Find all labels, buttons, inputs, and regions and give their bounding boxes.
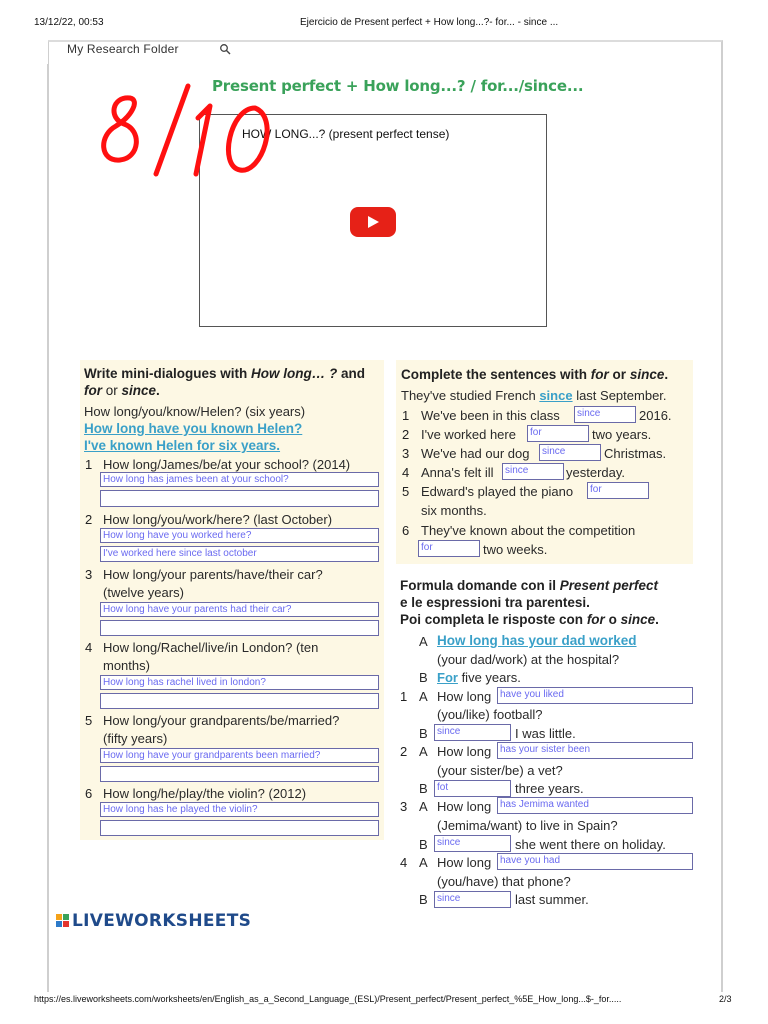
answer-rest: she went there on holiday. bbox=[515, 837, 666, 852]
item-number: 3 bbox=[400, 799, 408, 814]
heading-text: Poi completa le risposte con bbox=[400, 612, 587, 627]
page-corner bbox=[0, 40, 48, 64]
gap-field[interactable]: for bbox=[587, 482, 649, 499]
heading-text: for bbox=[590, 367, 609, 382]
item-prompt-2: (twelve years) bbox=[103, 585, 184, 600]
sentence-before: We've had our dog bbox=[421, 446, 530, 461]
gap-field[interactable]: since bbox=[539, 444, 601, 461]
answer-field[interactable] bbox=[100, 766, 379, 782]
heading-text: . bbox=[664, 367, 669, 382]
answer-field[interactable] bbox=[100, 490, 379, 507]
search-icon[interactable] bbox=[219, 43, 231, 55]
item-number: 6 bbox=[402, 523, 410, 538]
sentence-before: I've worked here bbox=[421, 427, 516, 442]
question-hint: (you/have) that phone? bbox=[437, 874, 571, 889]
item-number: 4 bbox=[402, 465, 410, 480]
heading-text: Formula domande con il bbox=[400, 578, 560, 593]
sentence-after: two weeks. bbox=[483, 542, 548, 557]
heading-text: since bbox=[121, 383, 157, 398]
exercise-right-heading bbox=[401, 366, 668, 384]
sentence-before: We've been in this class bbox=[421, 408, 560, 423]
answer-field[interactable]: since bbox=[434, 835, 511, 852]
heading-text: for bbox=[586, 612, 605, 627]
answer-field[interactable]: How long has james been at your school? bbox=[100, 472, 379, 487]
example-question: How long have you known Helen? bbox=[84, 421, 303, 436]
print-page-number: 2/3 bbox=[719, 994, 732, 1004]
heading-text: or bbox=[608, 367, 630, 382]
item-prompt: How long/your grandparents/be/married? bbox=[103, 713, 340, 728]
item-number: 1 bbox=[402, 408, 410, 423]
item-number: 1 bbox=[85, 457, 93, 472]
answer-field[interactable] bbox=[100, 820, 379, 836]
example-question: How long has your dad worked bbox=[437, 633, 637, 648]
question-hint: (Jemima/want) to live in Spain? bbox=[437, 818, 618, 833]
gap-field[interactable]: for bbox=[418, 540, 480, 557]
answer-field[interactable]: since bbox=[434, 891, 511, 908]
question-start: How long bbox=[437, 744, 492, 759]
item-prompt: How long/Rachel/live/in London? (ten bbox=[103, 640, 319, 655]
gap-field[interactable]: for bbox=[527, 425, 589, 442]
sentence-after: Christmas. bbox=[604, 446, 667, 461]
heading-text: How long… ? bbox=[251, 366, 338, 381]
research-folder-label[interactable]: My Research Folder bbox=[67, 42, 179, 56]
heading-text: Present perfect bbox=[559, 578, 659, 593]
example-hint: (your dad/work) at the hospital? bbox=[437, 652, 620, 667]
sentence-after: two years. bbox=[592, 427, 652, 442]
item-prompt: How long/your parents/have/their car? bbox=[103, 567, 323, 582]
answer-field[interactable] bbox=[100, 620, 379, 636]
dialogue-label: B bbox=[419, 837, 428, 852]
answer-field[interactable]: have you had bbox=[497, 853, 693, 870]
answer-field[interactable]: How long have your parents had their car? bbox=[100, 602, 379, 617]
gap-field[interactable]: since bbox=[574, 406, 636, 423]
heading-text: since bbox=[629, 367, 665, 382]
heading-text: . bbox=[655, 612, 659, 627]
item-prompt: How long/he/play/the violin? (2012) bbox=[103, 786, 307, 801]
item-number: 1 bbox=[400, 689, 408, 704]
dialogue-label: B bbox=[419, 781, 428, 796]
example-answer-line bbox=[437, 670, 521, 686]
heading-text: since bbox=[620, 612, 656, 627]
example-text: They've studied French bbox=[401, 388, 540, 403]
item-number: 3 bbox=[85, 567, 93, 582]
dialogue-label: A bbox=[419, 744, 428, 759]
answer-field[interactable]: How long have your grandparents been married? bbox=[100, 748, 379, 763]
answer-field[interactable]: has Jemima wanted bbox=[497, 797, 693, 814]
exercise-italian-heading-1 bbox=[400, 577, 658, 595]
answer-field[interactable]: has your sister been bbox=[497, 742, 693, 759]
example-sentence bbox=[401, 388, 667, 404]
question-start: How long bbox=[437, 799, 492, 814]
item-number: 4 bbox=[85, 640, 93, 655]
answer-field[interactable]: fot bbox=[434, 780, 511, 797]
heading-text: and bbox=[337, 366, 366, 381]
video-title: HOW LONG...? (present perfect tense) bbox=[242, 127, 450, 141]
exercise-left-heading-2 bbox=[84, 382, 160, 400]
answer-rest: last summer. bbox=[515, 892, 589, 907]
dialogue-label: A bbox=[419, 799, 428, 814]
answer-field[interactable]: I've worked here since last october bbox=[100, 546, 379, 562]
sentence-before: Edward's played the piano bbox=[421, 484, 574, 499]
heading-text: . bbox=[156, 383, 160, 398]
item-number: 3 bbox=[402, 446, 410, 461]
answer-rest: I was little. bbox=[515, 726, 576, 741]
exercise-italian-heading-3 bbox=[400, 611, 659, 629]
exercise-left-heading bbox=[84, 365, 365, 383]
sentence-before: Anna's felt ill bbox=[421, 465, 494, 480]
youtube-play-icon[interactable] bbox=[350, 207, 396, 237]
dialogue-label: A bbox=[419, 855, 428, 870]
item-prompt-2: (fifty years) bbox=[103, 731, 168, 746]
item-prompt: How long/James/be/at your school? (2014) bbox=[103, 457, 351, 472]
heading-text: or bbox=[102, 383, 122, 398]
sentence-line-2: six months. bbox=[421, 503, 487, 518]
item-number: 5 bbox=[402, 484, 410, 499]
gap-field[interactable]: since bbox=[502, 463, 564, 480]
dialogue-label: A bbox=[419, 689, 428, 704]
item-number: 6 bbox=[85, 786, 93, 801]
answer-field[interactable]: How long has he played the violin? bbox=[100, 802, 379, 817]
question-start: How long bbox=[437, 689, 492, 704]
heading-text: Write mini-dialogues with bbox=[84, 366, 252, 381]
item-number: 4 bbox=[400, 855, 408, 870]
example-answer: I've known Helen for six years. bbox=[84, 438, 281, 453]
dialogue-label: B bbox=[419, 726, 428, 741]
item-prompt: How long/you/work/here? (last October) bbox=[103, 512, 333, 527]
answer-field[interactable]: since bbox=[434, 724, 511, 741]
handwritten-score bbox=[90, 78, 300, 183]
exercise-italian-heading-2: e le espressioni tra parentesi. bbox=[400, 595, 590, 610]
sentence-after: 2016. bbox=[639, 408, 672, 423]
dialogue-label: B bbox=[419, 670, 428, 685]
liveworksheets-logo-icon bbox=[56, 914, 70, 928]
sentence-after: yesterday. bbox=[566, 465, 626, 480]
item-number: 2 bbox=[85, 512, 93, 527]
heading-text: o bbox=[604, 612, 621, 627]
print-datetime: 13/12/22, 00:53 bbox=[34, 17, 104, 28]
example-text: last September. bbox=[572, 388, 667, 403]
question-hint: (your sister/be) a vet? bbox=[437, 763, 563, 778]
question-start: How long bbox=[437, 855, 492, 870]
item-number: 2 bbox=[402, 427, 410, 442]
heading-text: Complete the sentences with bbox=[401, 367, 591, 382]
item-number: 2 bbox=[400, 744, 408, 759]
answer-field[interactable] bbox=[100, 693, 379, 709]
print-url: https://es.liveworksheets.com/worksheets/en/English_as_a_Second_Language_(ESL)/Present_perfect/Present_perfect_%5E_How_long...$-_for..... bbox=[34, 994, 622, 1004]
liveworksheets-brand[interactable]: LIVEWORKSHEETS bbox=[72, 911, 252, 931]
answer-field[interactable]: How long has rachel lived in london? bbox=[100, 675, 379, 690]
question-hint: (you/like) football? bbox=[437, 707, 543, 722]
example-answer: since bbox=[539, 388, 573, 403]
example-text: five years. bbox=[457, 670, 521, 685]
answer-field[interactable]: How long have you worked here? bbox=[100, 528, 379, 543]
item-prompt-2: months) bbox=[103, 658, 150, 673]
dialogue-label: B bbox=[419, 892, 428, 907]
worksheet-title: Present perfect + How long...? / for.../since... bbox=[212, 77, 584, 95]
example-prompt: How long/you/know/Helen? (six years) bbox=[84, 404, 306, 419]
item-number: 5 bbox=[85, 713, 93, 728]
print-page-title: Ejercicio de Present perfect + How long...?- for... - since ... bbox=[300, 17, 559, 28]
example-answer: For bbox=[437, 670, 458, 685]
heading-text: for bbox=[84, 383, 102, 398]
answer-rest: three years. bbox=[515, 781, 584, 796]
answer-field[interactable]: have you liked bbox=[497, 687, 693, 704]
sentence-before: They've known about the competition bbox=[421, 523, 636, 538]
dialogue-label: A bbox=[419, 634, 428, 649]
